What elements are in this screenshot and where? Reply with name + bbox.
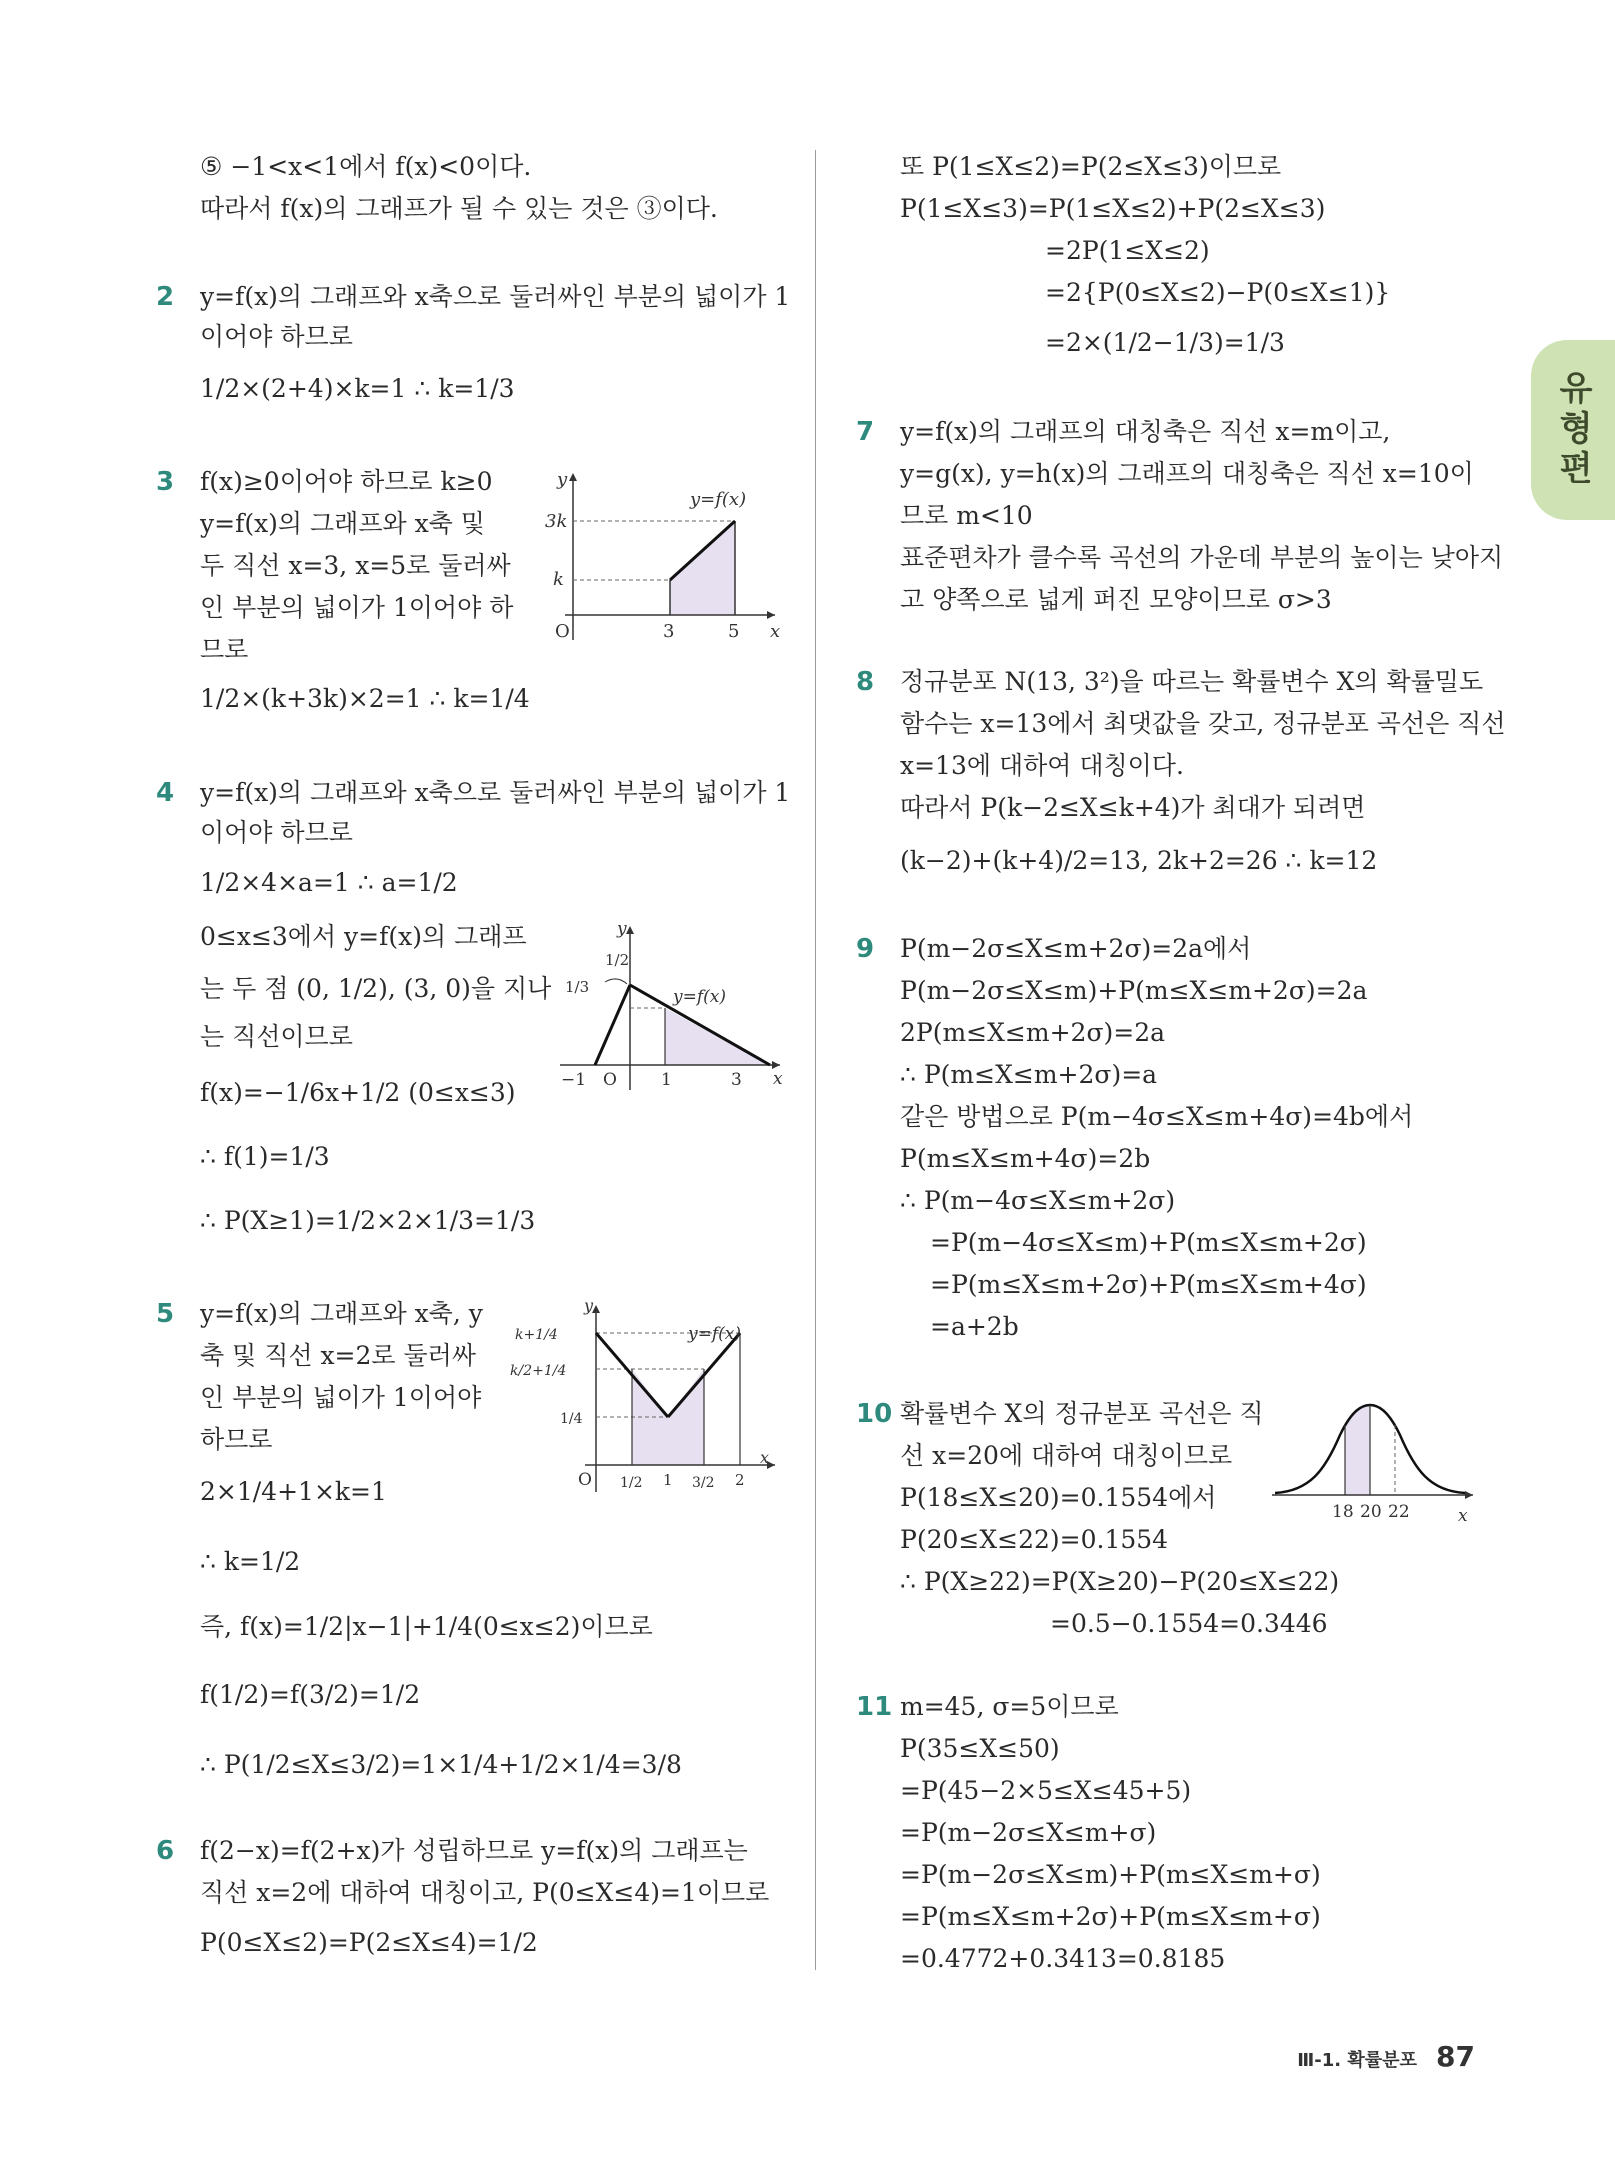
- text-line: y=f(x)의 그래프와 x축으로 둘러싸인 부분의 넓이가 1: [200, 282, 791, 311]
- text-line: =2×(1/2−1/3)=1/3: [1045, 328, 1285, 357]
- y-tick: k: [553, 569, 564, 590]
- x-tick: 1: [663, 1471, 673, 1489]
- y-tick: 3k: [545, 511, 568, 532]
- y-tick: 1/2: [605, 951, 630, 969]
- text-line: P(35≤X≤50): [900, 1734, 1060, 1763]
- figure-5-graph: [510, 1297, 780, 1502]
- text-line: 0≤x≤3에서 y=f(x)의 그래프: [200, 922, 527, 951]
- origin-label: O: [578, 1470, 592, 1490]
- text-line: P(m−2σ≤X≤m)+P(m≤X≤m+2σ)=2a: [900, 976, 1368, 1005]
- text-line: f(2−x)=f(2+x)가 성립하므로 y=f(x)의 그래프는: [200, 1836, 748, 1865]
- text-line: P(0≤X≤2)=P(2≤X≤4)=1/2: [200, 1928, 538, 1957]
- text-line: y=f(x)의 그래프와 x축으로 둘러싸인 부분의 넓이가 1: [200, 778, 791, 807]
- text-line: P(1≤X≤3)=P(1≤X≤2)+P(2≤X≤3): [900, 194, 1326, 223]
- x-axis-label: x: [773, 1069, 783, 1089]
- side-tab-label: 유형편: [1552, 370, 1593, 490]
- x-tick: −1: [561, 1070, 587, 1090]
- text-line: =2P(1≤X≤2): [1045, 236, 1210, 265]
- origin-label: O: [555, 621, 570, 642]
- x-tick: 20: [1360, 1502, 1382, 1522]
- text-line: 므로: [200, 635, 249, 664]
- problem-number: 9: [856, 934, 875, 964]
- y-tick: k/2+1/4: [510, 1363, 567, 1379]
- text-line: =2{P(0≤X≤2)−P(0≤X≤1)}: [1045, 278, 1391, 307]
- text-line: =P(m−2σ≤X≤m)+P(m≤X≤m+σ): [900, 1860, 1321, 1889]
- x-tick: 5: [728, 621, 740, 642]
- y-axis-label: y: [584, 1297, 594, 1315]
- text-line: 표준편차가 클수록 곡선의 가운데 부분의 높이는 낮아지: [900, 543, 1504, 572]
- text-line: 는 직선이므로: [200, 1022, 353, 1051]
- text-line: =0.5−0.1554=0.3446: [1050, 1609, 1328, 1638]
- problem-number: 7: [856, 417, 875, 447]
- y-axis-label: y: [617, 920, 627, 939]
- text-line: 직선 x=2에 대하여 대칭이고, P(0≤X≤4)=1이므로: [200, 1878, 770, 1907]
- text-line: y=f(x)의 그래프와 x축, y: [200, 1299, 483, 1328]
- text-line: P(20≤X≤22)=0.1554: [900, 1525, 1169, 1554]
- text-line: ∴ P(X≥22)=P(X≥20)−P(20≤X≤22): [900, 1567, 1340, 1596]
- text-line: 이어야 하므로: [200, 322, 353, 351]
- y-axis-label: y: [557, 469, 568, 490]
- text-line: 즉, f(x)=1/2|x−1|+1/4(0≤x≤2)이므로: [200, 1612, 653, 1641]
- text-line: f(1/2)=f(3/2)=1/2: [200, 1680, 421, 1709]
- text-line: =P(m−4σ≤X≤m)+P(m≤X≤m+2σ): [930, 1228, 1367, 1257]
- x-tick: 1/2: [620, 1475, 643, 1491]
- text-line: 선 x=20에 대하여 대칭이므로: [900, 1441, 1233, 1470]
- text-line: ∴ P(X≥1)=1/2×2×1/3=1/3: [200, 1206, 536, 1235]
- text-line: 함수는 x=13에서 최댓값을 갖고, 정규분포 곡선은 직선: [900, 709, 1506, 738]
- text-line: 이어야 하므로: [200, 818, 353, 847]
- curve-label: y=f(x): [690, 489, 747, 510]
- y-tick: 1/3: [565, 978, 590, 996]
- text-line: =a+2b: [930, 1312, 1019, 1341]
- curve-label: y=f(x): [673, 987, 726, 1007]
- text-line: f(x)=−1/6x+1/2 (0≤x≤3): [200, 1078, 516, 1107]
- text-line: ∴ P(1/2≤X≤3/2)=1×1/4+1/2×1/4=3/8: [200, 1750, 682, 1779]
- text-line: 므로 m<10: [900, 501, 1033, 530]
- text-line: 2P(m≤X≤m+2σ)=2a: [900, 1018, 1166, 1047]
- y-tick: 1/4: [560, 1411, 583, 1427]
- figure-3-graph: [545, 465, 785, 645]
- curve-label: y=f(x): [688, 1324, 741, 1344]
- column-divider: [815, 150, 816, 1970]
- text-line: m=45, σ=5이므로: [900, 1692, 1119, 1721]
- text-line: P(m−2σ≤X≤m+2σ)=2a에서: [900, 934, 1252, 963]
- text-line: 는 두 점 (0, 1/2), (3, 0)을 지나: [200, 974, 552, 1003]
- problem-number: 2: [156, 282, 175, 312]
- figure-4-graph: [555, 920, 785, 1095]
- text-line: (k−2)+(k+4)/2=13, 2k+2=26 ∴ k=12: [900, 846, 1378, 875]
- text-line: 두 직선 x=3, x=5로 둘러싸: [200, 551, 511, 580]
- text-line: ⑤ −1<x<1에서 f(x)<0이다.: [200, 152, 532, 181]
- text-line: ∴ f(1)=1/3: [200, 1142, 330, 1171]
- problem-number: 3: [156, 467, 175, 497]
- text-line: =P(m≤X≤m+2σ)+P(m≤X≤m+σ): [900, 1902, 1321, 1931]
- text-line: 1/2×4×a=1 ∴ a=1/2: [200, 868, 458, 897]
- text-line: 정규분포 N(13, 3²)을 따르는 확률변수 X의 확률밀도: [900, 667, 1484, 696]
- text-line: 2×1/4+1×k=1: [200, 1477, 387, 1506]
- problem-number: 11: [856, 1692, 893, 1722]
- x-axis-label: x: [760, 1448, 770, 1467]
- text-line: 또 P(1≤X≤2)=P(2≤X≤3)이므로: [900, 152, 1282, 181]
- problem-number: 4: [156, 778, 175, 808]
- text-line: 같은 방법으로 P(m−4σ≤X≤m+4σ)=4b에서: [900, 1102, 1414, 1131]
- origin-label: O: [603, 1070, 617, 1090]
- x-axis-label: x: [770, 621, 781, 642]
- x-tick: 22: [1388, 1502, 1410, 1522]
- text-line: 따라서 f(x)의 그래프가 될 수 있는 것은 ③이다.: [200, 194, 718, 223]
- text-line: P(18≤X≤20)=0.1554에서: [900, 1483, 1217, 1512]
- text-line: 고 양쪽으로 넓게 퍼진 모양이므로 σ>3: [900, 585, 1332, 614]
- text-line: x=13에 대하여 대칭이다.: [900, 751, 1184, 780]
- x-axis-label: x: [1458, 1506, 1468, 1526]
- problem-number: 5: [156, 1299, 175, 1329]
- text-line: 인 부분의 넓이가 1이어야 하: [200, 593, 514, 622]
- y-tick: k+1/4: [515, 1327, 558, 1343]
- x-tick: 3: [731, 1070, 742, 1090]
- text-line: =P(45−2×5≤X≤45+5): [900, 1776, 1192, 1805]
- text-line: ∴ P(m−4σ≤X≤m+2σ): [900, 1186, 1176, 1215]
- x-tick: 3/2: [692, 1475, 715, 1491]
- text-line: =P(m−2σ≤X≤m+σ): [900, 1818, 1157, 1847]
- problem-number: 8: [856, 667, 875, 697]
- x-tick: 3: [663, 621, 675, 642]
- text-line: y=f(x)의 그래프의 대칭축은 직선 x=m이고,: [900, 417, 1391, 446]
- x-tick: 1: [661, 1070, 672, 1090]
- text-line: ∴ P(m≤X≤m+2σ)=a: [900, 1060, 1158, 1089]
- problem-number: 10: [856, 1399, 893, 1429]
- section-label: Ⅲ-1. 확률분포: [1297, 2050, 1417, 2071]
- text-line: 따라서 P(k−2≤X≤k+4)가 최대가 되려면: [900, 793, 1366, 822]
- text-line: 1/2×(2+4)×k=1 ∴ k=1/3: [200, 374, 515, 403]
- text-line: =P(m≤X≤m+2σ)+P(m≤X≤m+4σ): [930, 1270, 1367, 1299]
- text-line: 확률변수 X의 정규분포 곡선은 직: [900, 1399, 1264, 1428]
- x-tick: 18: [1332, 1502, 1354, 1522]
- text-line: y=f(x)의 그래프와 x축 및: [200, 509, 485, 538]
- text-line: 1/2×(k+3k)×2=1 ∴ k=1/4: [200, 684, 530, 713]
- chapter-side-tab: [1531, 340, 1615, 520]
- text-line: f(x)≥0이어야 하므로 k≥0: [200, 467, 493, 496]
- text-line: =0.4772+0.3413=0.8185: [900, 1944, 1226, 1973]
- text-line: 인 부분의 넓이가 1이어야: [200, 1383, 482, 1412]
- text-line: P(m≤X≤m+4σ)=2b: [900, 1144, 1151, 1173]
- x-tick: 2: [735, 1471, 745, 1489]
- text-line: y=g(x), y=h(x)의 그래프의 대칭축은 직선 x=10이: [900, 459, 1474, 488]
- page-footer: [1297, 2040, 1475, 2073]
- text-line: 축 및 직선 x=2로 둘러싸: [200, 1341, 476, 1370]
- page-number: 87: [1436, 2040, 1475, 2073]
- problem-number: 6: [156, 1836, 175, 1866]
- text-line: ∴ k=1/2: [200, 1547, 301, 1576]
- text-line: 하므로: [200, 1425, 273, 1454]
- figure-10-normal-curve: [1270, 1395, 1475, 1530]
